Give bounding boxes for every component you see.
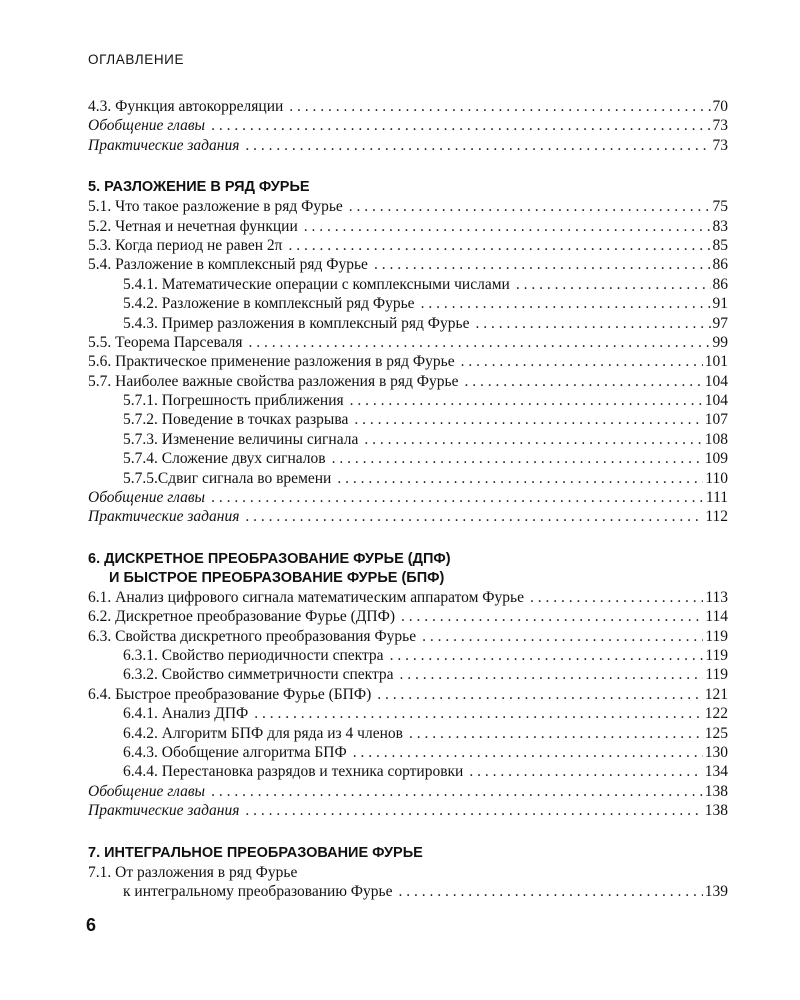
toc-entry[interactable] — [88, 762, 728, 781]
toc-entry-page: 73 — [712, 136, 728, 154]
dot-leader — [516, 275, 711, 294]
dot-leader — [353, 743, 703, 762]
toc-entry-title: Практические задания — [88, 802, 240, 820]
toc-entry-page: 113 — [705, 588, 728, 606]
toc-entry-page: 108 — [704, 430, 728, 448]
dot-leader — [337, 469, 703, 488]
toc-entry[interactable] — [88, 724, 728, 743]
toc-entry-title: 5.5. Теорема Парсеваля — [88, 333, 243, 351]
dot-leader — [288, 236, 710, 255]
toc-entry-page: 138 — [704, 802, 728, 820]
toc-entry-page: 125 — [704, 724, 728, 742]
toc-entry-page: 119 — [705, 646, 728, 664]
toc-entry-page: 101 — [704, 353, 728, 371]
toc-entry-page: 122 — [704, 705, 728, 723]
toc-entry-page: 104 — [704, 392, 728, 410]
toc-entry[interactable] — [88, 607, 728, 626]
toc-entry-title: 6.1. Анализ цифрового сигнала математическим аппаратом Фурье — [88, 588, 524, 606]
toc-entry-title: Обобщение главы — [88, 117, 206, 135]
toc-entry-title: к интегральному преобразованию Фурье — [123, 882, 393, 900]
chapter-title-line: И БЫСТРОЕ ПРЕОБРАЗОВАНИЕ ФУРЬЕ (БПФ) — [109, 569, 445, 586]
toc-entry[interactable] — [88, 97, 728, 116]
toc-entry-page: 73 — [712, 117, 728, 135]
dot-leader — [409, 724, 703, 743]
dot-leader — [245, 801, 702, 820]
dot-leader — [469, 762, 702, 781]
toc-entry-page: 130 — [704, 743, 728, 761]
toc-entry-page: 91 — [712, 295, 728, 313]
toc-entry-page: 85 — [712, 236, 728, 254]
dot-leader — [211, 782, 703, 801]
dot-leader — [354, 410, 702, 429]
toc-entry-title: 5.4. Разложение в комплексный ряд Фурье — [88, 256, 368, 274]
dot-leader — [249, 333, 711, 352]
dot-leader — [421, 294, 711, 313]
toc-entry-page: 112 — [705, 508, 728, 526]
toc-entry-title: 6.4.2. Алгоритм БПФ для ряда из 4 членов — [123, 724, 403, 742]
toc-entry[interactable] — [88, 685, 728, 704]
toc-entry-title: 5.3. Когда период не равен 2π — [88, 236, 283, 254]
toc-entry-title: 5.7.3. Изменение величины сигнала — [123, 430, 359, 448]
toc-entry[interactable] — [88, 665, 728, 684]
toc-entry-page: 134 — [704, 763, 728, 781]
toc-entry[interactable] — [88, 507, 728, 526]
toc-entry-title: 6.2. Дискретное преобразование Фурье (ДПФ) — [88, 608, 396, 626]
dot-leader — [422, 627, 703, 646]
toc-entry[interactable] — [88, 449, 728, 468]
toc-entry[interactable] — [88, 782, 728, 801]
dot-leader — [530, 588, 703, 607]
running-head: ОГЛАВЛЕНИЕ — [88, 52, 185, 67]
toc-entry-page: 104 — [704, 372, 728, 390]
toc-entry[interactable] — [88, 410, 728, 429]
toc-entry-title: 5.4.3. Пример разложения в комплексный ряд Фурье — [123, 314, 470, 332]
table-of-contents — [88, 97, 728, 924]
toc-entry-title: 5.6. Практическое применение разложения в ряд Фурье — [88, 353, 455, 371]
dot-leader — [332, 449, 703, 468]
toc-entry-page: 97 — [712, 314, 728, 332]
toc-entry-title: Практические задания — [88, 508, 240, 526]
dot-leader — [254, 704, 702, 723]
chapter-title — [88, 844, 728, 863]
toc-entry-title: 5.2. Четная и нечетная функции — [88, 217, 298, 235]
toc-entry-page: 139 — [704, 882, 728, 900]
chapter-title — [88, 178, 728, 197]
toc-entry[interactable] — [88, 236, 728, 255]
toc-entry[interactable] — [88, 294, 728, 313]
toc-entry-title: Обобщение главы — [88, 489, 206, 507]
toc-entry-title: 5.1. Что такое разложение в ряд Фурье — [88, 198, 343, 216]
toc-entry[interactable] — [88, 646, 728, 665]
toc-entry[interactable] — [88, 136, 728, 155]
chapter-title-line: 7. ИНТЕГРАЛЬНОЕ ПРЕОБРАЗОВАНИЕ ФУРЬЕ — [88, 844, 423, 861]
toc-entry-page: 111 — [705, 489, 728, 507]
toc-entry-title: 6.3.1. Свойство периодичности спектра — [123, 646, 384, 664]
dot-leader — [374, 255, 711, 274]
dot-leader — [475, 314, 710, 333]
dot-leader — [464, 372, 702, 391]
toc-entry[interactable] — [88, 743, 728, 762]
toc-entry-title: 5.7.4. Сложение двух сигналов — [123, 450, 326, 468]
toc-entry-title: Практические задания — [88, 136, 240, 154]
toc-entry[interactable] — [88, 882, 728, 901]
chapter-title-line: 6. ДИСКРЕТНОЕ ПРЕОБРАЗОВАНИЕ ФУРЬЕ (ДПФ) — [88, 550, 451, 567]
toc-entry[interactable] — [88, 801, 728, 820]
toc-entry-page: 119 — [705, 666, 728, 684]
toc-entry-title: 6.4.3. Обобщение алгоритма БПФ — [123, 743, 347, 761]
toc-entry[interactable] — [88, 372, 728, 391]
dot-leader — [377, 685, 702, 704]
toc-entry-title: 6.4. Быстрое преобразование Фурье (БПФ) — [88, 685, 372, 703]
toc-section — [88, 178, 728, 527]
toc-entry[interactable] — [88, 704, 728, 723]
toc-section — [88, 844, 728, 902]
dot-leader — [400, 665, 704, 684]
toc-entry-title: 7.1. От разложения в ряд Фурье — [88, 863, 298, 881]
toc-entry-title: 5.4.1. Математические операции с комплексными числами — [123, 275, 510, 293]
toc-entry-page: 86 — [712, 256, 728, 274]
toc-entry[interactable] — [88, 217, 728, 236]
toc-entry[interactable] — [88, 275, 728, 294]
page-number: 6 — [86, 915, 97, 935]
dot-leader — [349, 197, 711, 216]
toc-entry-title: 6.4.1. Анализ ДПФ — [123, 705, 249, 723]
toc-section — [88, 97, 728, 155]
toc-entry-page: 83 — [712, 217, 728, 235]
toc-entry[interactable] — [88, 255, 728, 274]
toc-entry-title: 6.4.4. Перестановка разрядов и техника сортировки — [123, 763, 464, 781]
dot-leader — [398, 882, 702, 901]
toc-entry-page: 99 — [712, 333, 728, 351]
toc-entry-page: 75 — [712, 198, 728, 216]
toc-entry[interactable] — [88, 352, 728, 371]
toc-entry[interactable] — [88, 314, 728, 333]
toc-entry[interactable] — [88, 469, 728, 488]
dot-leader — [211, 488, 704, 507]
toc-entry[interactable] — [88, 116, 728, 135]
toc-entry-page: 107 — [704, 411, 728, 429]
toc-entry-page: 114 — [705, 608, 728, 626]
dot-leader — [401, 607, 703, 626]
toc-entry-title: Обобщение главы — [88, 782, 206, 800]
toc-entry-title: 6.3. Свойства дискретного преобразования Фурье — [88, 627, 417, 645]
toc-entry-page: 110 — [705, 469, 728, 487]
toc-entry-title: 6.3.2. Свойство симметричности спектра — [123, 666, 394, 684]
dot-leader — [461, 352, 703, 371]
toc-entry[interactable] — [88, 488, 728, 507]
toc-entry-title: 5.7. Наиболее важные свойства разложения в ряд Фурье — [88, 372, 459, 390]
dot-leader — [364, 430, 702, 449]
chapter-title-line: 5. РАЗЛОЖЕНИЕ В РЯД ФУРЬЕ — [88, 179, 310, 196]
toc-entry-page: 121 — [704, 685, 728, 703]
dot-leader — [289, 97, 710, 116]
chapter-title — [88, 550, 728, 588]
dot-leader — [245, 136, 710, 155]
toc-entry[interactable] — [88, 588, 728, 607]
dot-leader — [245, 507, 703, 526]
toc-entry-page: 119 — [705, 627, 728, 645]
toc-entry[interactable] — [88, 863, 728, 882]
toc-section — [88, 550, 728, 821]
dot-leader — [304, 217, 711, 236]
toc-entry-title: 5.7.1. Погрешность приближения — [123, 392, 344, 410]
dot-leader — [350, 391, 703, 410]
toc-entry-title: 5.4.2. Разложение в комплексный ряд Фурье — [123, 295, 415, 313]
toc-entry-title: 5.7.2. Поведение в точках разрыва — [123, 411, 349, 429]
toc-entry-page: 109 — [704, 450, 728, 468]
toc-entry-page: 138 — [704, 782, 728, 800]
toc-entry-title: 4.3. Функция автокорреляции — [88, 98, 284, 115]
toc-entry-page: 86 — [712, 275, 728, 293]
dot-leader — [390, 646, 704, 665]
toc-entry[interactable] — [88, 333, 728, 352]
toc-entry[interactable] — [88, 391, 728, 410]
toc-entry-title: 5.7.5.Сдвиг сигнала во времени — [123, 469, 332, 487]
toc-entry[interactable] — [88, 430, 728, 449]
dot-leader — [211, 116, 710, 135]
toc-entry[interactable] — [88, 627, 728, 646]
toc-entry[interactable] — [88, 197, 728, 216]
toc-entry-page: 70 — [712, 98, 728, 115]
